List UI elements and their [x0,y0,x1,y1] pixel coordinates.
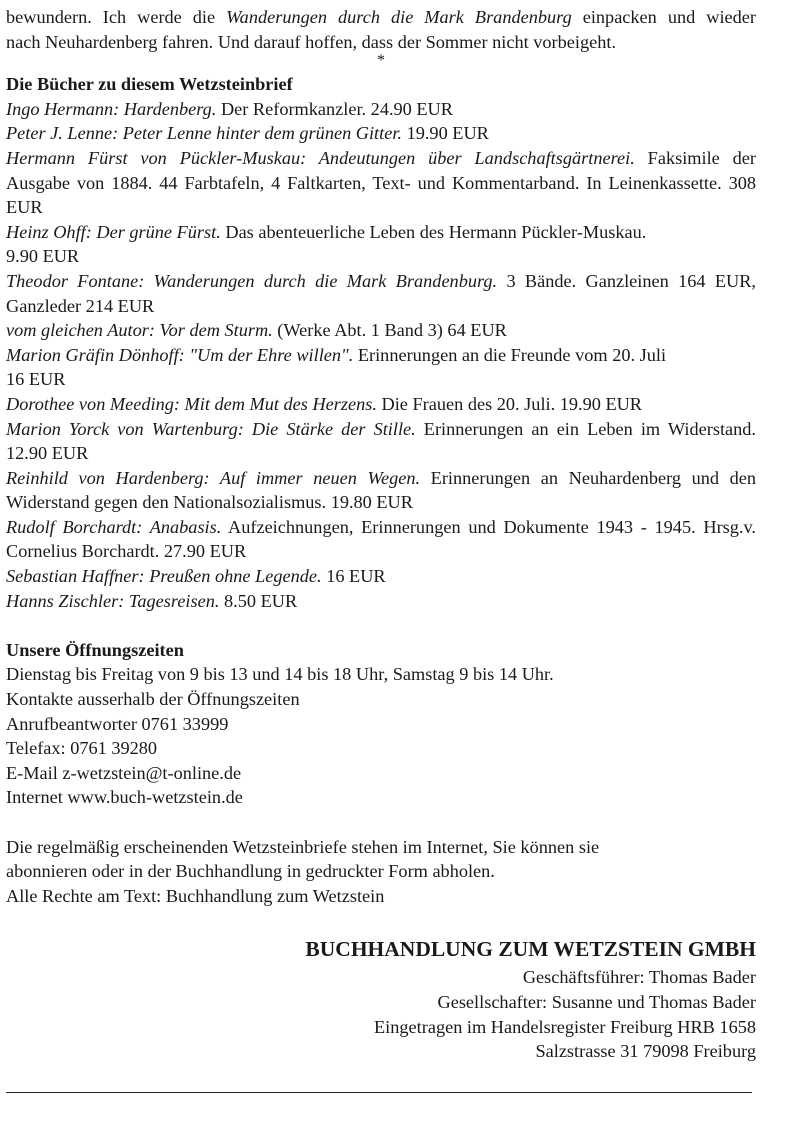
footer-divider [6,1092,752,1093]
intro-text: einpacken und wieder [571,7,756,27]
book-author-title: Ingo Hermann: Hardenberg. [6,98,217,119]
book-entry [6,417,756,466]
book-entry [6,343,756,392]
intro-line-1 [6,5,756,30]
book-details: 3 Bände. Ganzleinen 164 EUR, Ganzleder 214 EUR [6,270,756,316]
spacer [6,908,756,934]
book-entry [6,564,756,589]
book-details: 8.50 EUR [219,590,298,611]
company-line: Eingetragen im Handelsregister Freiburg HRB 1658 [374,1016,756,1037]
book-author-title: Dorothee von Meeding: Mit dem Mut des Herzens. [6,393,377,414]
book-details: Erinnerungen an ein Leben im Widerstand. 12.90 EUR [6,418,756,464]
book-entry [6,146,756,220]
book-entry [6,392,756,417]
book-author-title: Peter J. Lenne: Peter Lenne hinter dem grünen Gitter. [6,123,402,144]
book-details: (Werke Abt. 1 Band 3) 64 EUR [272,320,507,341]
intro-line-2: nach Neuhardenberg fahren. Und darauf hoffen, dass der Sommer nicht vorbeigeht. [6,31,617,52]
book-author-title: vom gleichen Autor: Vor dem Sturm. [6,320,273,341]
book-author-title: Reinhild von Hardenberg: Auf immer neuen Wegen. [6,467,421,488]
company-address: Salzstrasse 31 79098 Freiburg [535,1041,756,1062]
book-entry [6,318,756,343]
book-entry [6,121,756,146]
book-details: Erinnerungen an Neuhardenberg und den Widerstand gegen den Nationalsozialismus. 19.80 EUR [6,467,756,513]
notice-line: Die regelmäßig erscheinenden Wetzsteinbriefe stehen im Internet, Sie können sie [6,836,600,857]
book-price: 16 EUR [6,369,66,390]
book-entry [6,466,756,515]
book-author-title: Sebastian Haffner: Preußen ohne Legende. [6,566,322,587]
book-details: Aufzeichnungen, Erinnerungen und Dokumente 1943 - 1945. Hrsg.v. Cornelius Borchardt. 27.90 EUR [6,516,757,562]
book-author-title: Hermann Fürst von Pückler-Muskau: Andeutungen über Landschaftsgärtnerei. [6,147,635,168]
book-author-title: Heinz Ohff: Der grüne Fürst. [6,221,221,242]
notice-line: abonnieren oder in der Buchhandlung in gedruckter Form abholen. [6,861,495,882]
book-entry [6,220,756,269]
book-author-title: Marion Yorck von Wartenburg: Die Stärke der Stille. [6,418,416,439]
book-entry [6,269,756,318]
book-entry [6,97,756,122]
hours-line: Kontakte ausserhalb der Öffnungszeiten [6,689,300,710]
book-author-title: Rudolf Borchardt: Anabasis. [6,516,222,537]
copyright-line: Alle Rechte am Text: Buchhandlung zum Wetzstein [6,885,385,906]
phone-line: Anrufbeantworter 0761 33999 [6,713,229,734]
document-page [6,5,756,1064]
book-details: Die Frauen des 20. Juli. 19.90 EUR [376,393,643,414]
intro-book-title: Wanderungen durch die Mark Brandenburg [226,7,572,27]
spacer [6,810,756,835]
book-entry [6,515,756,564]
books-heading: Die Bücher zu diesem Wetzsteinbrief [6,74,293,95]
book-details: Faksimile der Ausgabe von 1884. 44 Farbtafeln, 4 Faltkarten, Text- und Kommentarband. In Leinenkassette. 308 EUR [6,147,756,218]
fax-line: Telefax: 0761 39280 [6,738,158,759]
hours-heading: Unsere Öffnungszeiten [6,639,184,660]
book-details: 19.90 EUR [402,123,489,144]
book-author-title: Theodor Fontane: Wanderungen durch die Mark Brandenburg. [6,270,498,291]
book-details: Erinnerungen an die Freunde vom 20. Juli [353,344,667,365]
book-author-title: Marion Gräfin Dönhoff: "Um der Ehre willen". [6,344,354,365]
book-price: 9.90 EUR [6,246,80,267]
company-line: Geschäftsführer: Thomas Bader [522,967,756,988]
book-author-title: Hanns Zischler: Tagesreisen. [6,590,220,611]
website-line: Internet www.buch-wetzstein.de [6,787,243,808]
company-name: BUCHHANDLUNG ZUM WETZSTEIN GMBH [305,937,756,962]
email-line: E-Mail z-wetzstein@t-online.de [6,762,242,783]
company-block [6,934,756,1063]
company-line: Gesellschafter: Susanne und Thomas Bader [437,991,756,1012]
hours-line: Dienstag bis Freitag von 9 bis 13 und 14 bis 18 Uhr, Samstag 9 bis 14 Uhr. [6,664,554,685]
book-details: Das abenteuerliche Leben des Hermann Pückler-Muskau. [220,221,647,242]
book-entry [6,589,756,614]
section-separator: * [377,52,385,70]
book-details: 16 EUR [321,566,386,587]
spacer [6,613,756,638]
book-details: Der Reformkanzler. 24.90 EUR [216,98,453,119]
intro-text: bewundern. Ich werde die [6,7,227,27]
